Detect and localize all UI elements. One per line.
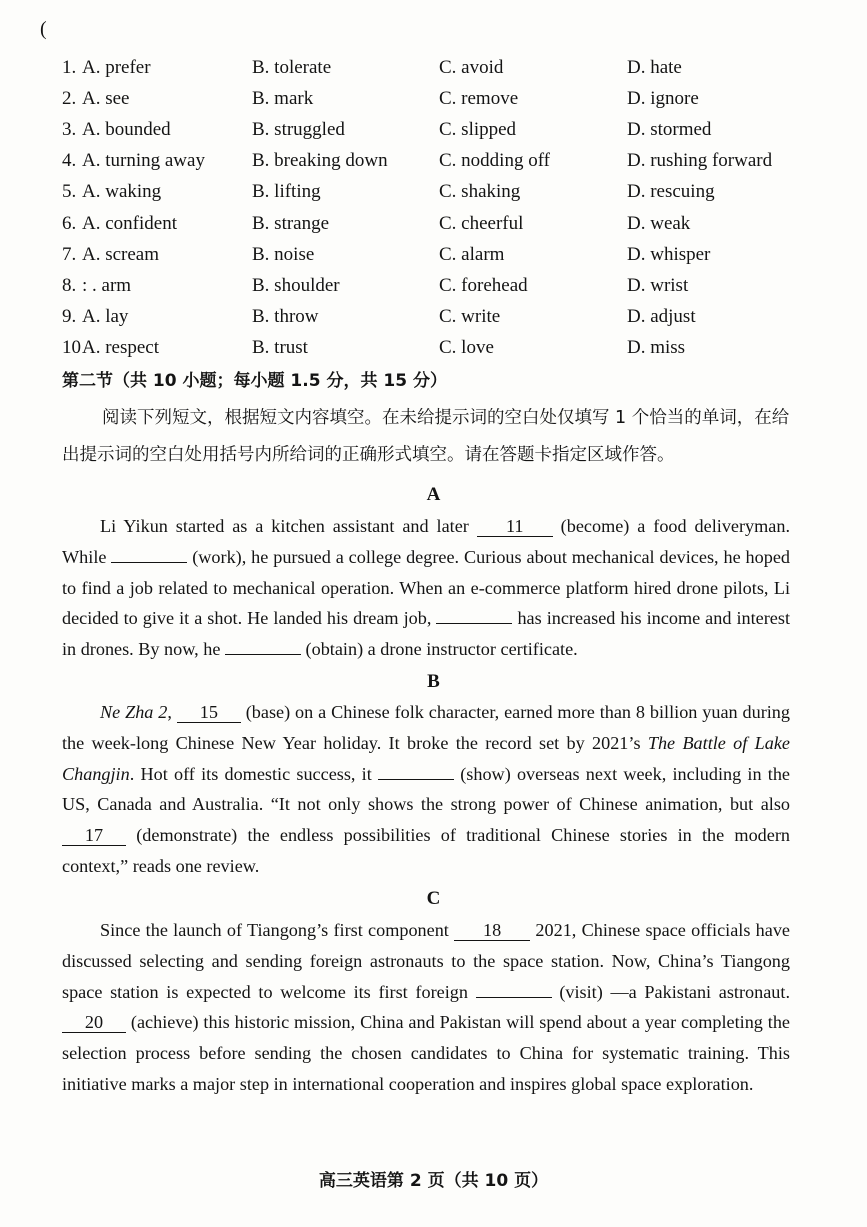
- question-number: 3.: [62, 118, 77, 140]
- option-row: [62, 333, 822, 364]
- passage-text: Since the launch of Tiangong’s first component: [100, 920, 455, 940]
- option-a: A. turning away: [82, 150, 205, 172]
- passage-text: has increased his income and interest in drones. By now, he: [62, 608, 790, 660]
- option-b: B. struggled: [252, 118, 345, 140]
- option-b: B. breaking down: [252, 150, 388, 172]
- option-d: D. rushing forward: [627, 150, 773, 172]
- option-a: A. lay: [82, 306, 129, 328]
- question-number: 10: [62, 337, 81, 359]
- option-c: C. slipped: [439, 118, 517, 140]
- blank-13: [436, 623, 512, 624]
- option-b: B. throw: [252, 306, 319, 328]
- option-c: C. love: [439, 337, 494, 359]
- film-title: The Battle of Lake Changjin: [62, 732, 791, 784]
- option-a: A. respect: [82, 337, 160, 359]
- passage-text: (achieve) this historic mission, China and Pakistan will spend about a year completing the selection process before sending the chosen candidates to China for systematic training. This initiative marks a major step in international cooperation and inspires global space exploration.: [62, 1012, 790, 1094]
- question-number: 7.: [62, 243, 77, 265]
- option-d: D. rescuing: [627, 181, 715, 203]
- passage-text: (work), he pursued a college degree. Curious about mechanical devices, he hoped to find a job related to mechanical operation. When an e-commerce platform hired drone pilots, Li decided to give it a shot. He landed his dream job,: [62, 546, 790, 629]
- passage-c-label: C: [426, 888, 441, 909]
- option-c: C. shaking: [439, 181, 521, 203]
- passage-text: (demonstrate) the endless possibilities of traditional Chinese stories in the modern context,” reads one review.: [62, 825, 790, 876]
- option-d: D. wrist: [627, 274, 689, 296]
- passage-a-label: A: [426, 484, 441, 505]
- option-c: C. write: [439, 306, 501, 328]
- option-a: A. scream: [82, 243, 160, 265]
- option-row: [62, 146, 822, 177]
- option-row: [62, 270, 822, 301]
- passage-text: . Hot off its domestic success, it: [129, 763, 379, 784]
- option-c: C. avoid: [439, 56, 504, 78]
- option-row: [62, 52, 822, 83]
- passage-text: ,: [167, 702, 177, 722]
- passage-text: (show) overseas next week, including in the US, Canada and Australia. “It not only shows the strong power of Chinese animation, but also: [62, 763, 790, 815]
- option-row: [62, 302, 822, 333]
- option-b: B. shoulder: [252, 274, 340, 296]
- option-b: B. tolerate: [252, 56, 332, 78]
- blank-19: [476, 997, 552, 998]
- question-number: 8.: [62, 274, 77, 296]
- option-row: [62, 208, 822, 239]
- option-a: A. prefer: [82, 56, 151, 78]
- page-footer: 高三英语第 2 页（共 10 页）: [318, 1171, 549, 1191]
- option-b: B. trust: [252, 337, 308, 359]
- passage-text: (obtain) a drone instructor certificate.: [301, 639, 578, 660]
- option-b: B. noise: [252, 243, 315, 265]
- option-d: D. hate: [627, 56, 682, 78]
- question-number: 2.: [62, 87, 77, 109]
- option-a: : . arm: [82, 274, 132, 296]
- corner-mark: (: [40, 18, 47, 40]
- option-a: A. confident: [82, 212, 177, 234]
- option-b: B. mark: [252, 87, 314, 109]
- passage-a: [62, 511, 790, 665]
- blank-20: 20: [62, 1012, 126, 1033]
- passage-c: [62, 915, 790, 1100]
- passage-text: (base) on a Chinese folk character, earned more than 8 billion yuan during the week-long Chinese New Year holiday. It broke the record set by 2021’s: [62, 702, 790, 753]
- passage-b-label: B: [427, 671, 440, 692]
- option-a: A. see: [82, 87, 130, 109]
- blank-15: 15: [177, 702, 241, 723]
- blank-16: [378, 779, 454, 780]
- option-d: D. stormed: [627, 118, 712, 140]
- section-heading: 第二节（共 10 小题；每小题 1.5 分，共 15 分）: [62, 371, 447, 391]
- option-d: D. ignore: [627, 87, 699, 109]
- option-b: B. strange: [252, 212, 330, 234]
- option-c: C. forehead: [439, 274, 528, 296]
- blank-18: 18: [454, 920, 530, 941]
- blank-14: [225, 654, 301, 655]
- blank-12: [111, 562, 187, 563]
- question-number: 1.: [62, 56, 77, 78]
- option-d: D. whisper: [627, 243, 711, 265]
- film-title: Ne Zha 2: [100, 702, 168, 722]
- option-c: C. cheerful: [439, 212, 524, 234]
- question-number: 9.: [62, 306, 77, 328]
- passage-text: (visit) —a Pakistani astronaut.: [551, 981, 790, 1002]
- option-d: D. adjust: [627, 306, 696, 328]
- option-table: [62, 52, 822, 364]
- option-c: C. alarm: [439, 243, 505, 265]
- option-a: A. bounded: [82, 118, 171, 140]
- option-row: [62, 177, 822, 208]
- option-b: B. lifting: [252, 181, 321, 203]
- section-directions: 阅读下列短文，根据短文内容填空。在未给提示词的空白处仅填写 1 个恰当的单词，在给出提示词的空白处用括号内所给词的正确形式填空。请在答题卡指定区域作答。: [62, 408, 790, 465]
- blank-11: 11: [477, 516, 553, 537]
- option-row: [62, 114, 822, 145]
- option-d: D. weak: [627, 212, 691, 234]
- option-c: C. nodding off: [439, 150, 551, 172]
- option-row: [62, 83, 822, 114]
- passage-text: Li Yikun started as a kitchen assistant and later: [100, 516, 477, 536]
- blank-17: 17: [62, 825, 126, 846]
- question-number: 4.: [62, 150, 77, 172]
- option-a: A. waking: [82, 181, 162, 203]
- question-number: 6.: [62, 212, 77, 234]
- option-d: D. miss: [627, 337, 686, 359]
- passage-text: (become) a food deliveryman. While: [62, 516, 790, 567]
- question-number: 5.: [62, 181, 77, 203]
- option-c: C. remove: [439, 87, 519, 109]
- option-row: [62, 239, 822, 270]
- passage-b: [62, 697, 790, 882]
- passage-text: 2021, Chinese space officials have discussed selecting and sending foreign astronauts to the space station. Now, China’s Tiangong space station is expected to welcome its first foreign: [62, 920, 790, 1002]
